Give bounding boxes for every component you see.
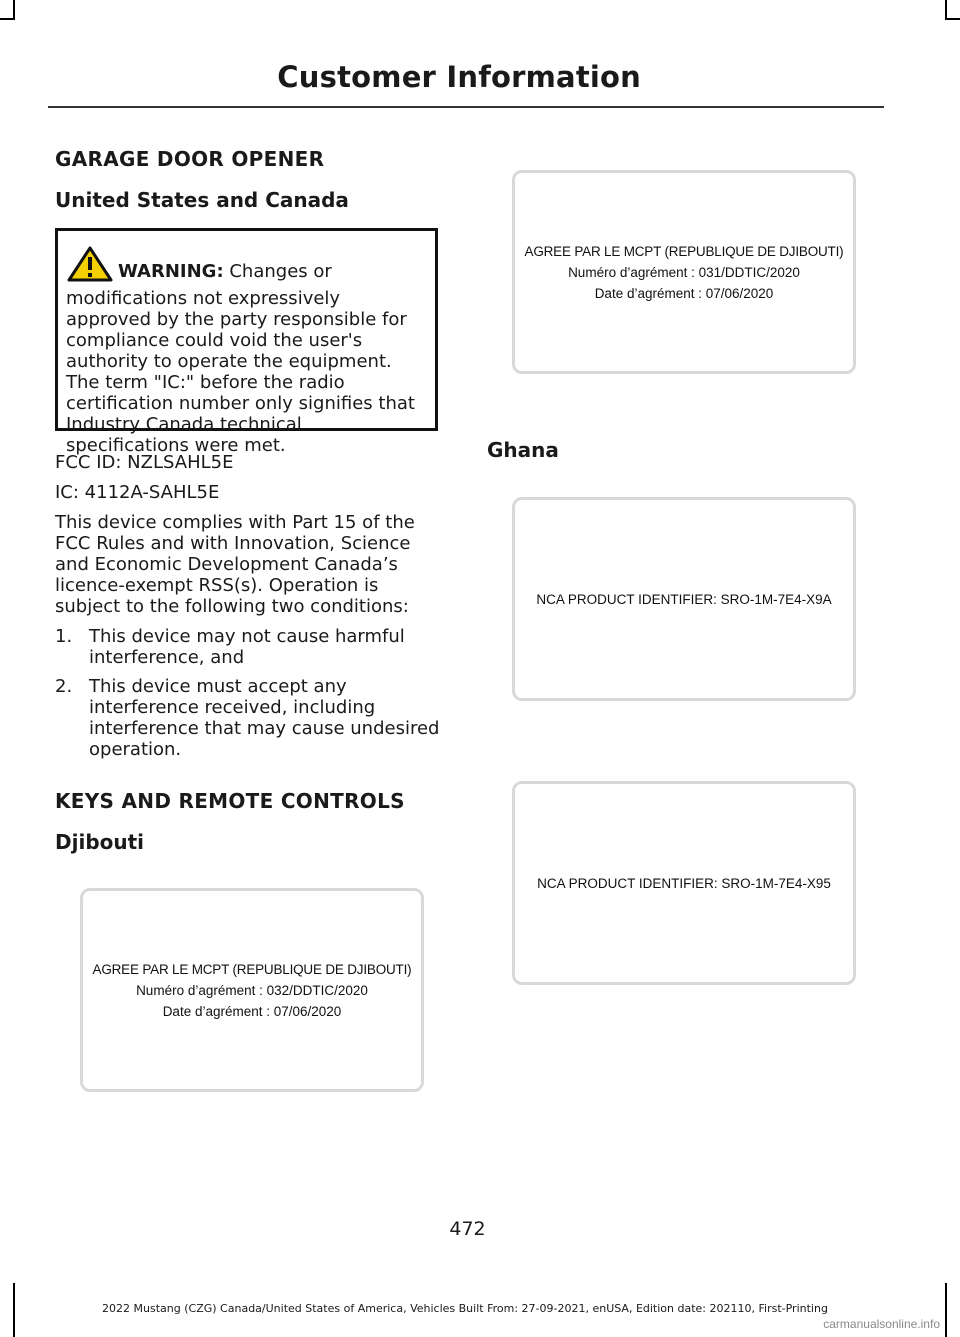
ic-number: IC: 4112A-SAHL5E xyxy=(55,482,220,503)
label-line: Numéro d’agrément : 032/DDTIC/2020 xyxy=(136,982,368,998)
conditions-list xyxy=(55,626,450,768)
list-item-number: 1. xyxy=(55,626,73,647)
label-line: NCA PRODUCT IDENTIFIER: SRO-1M-7E4-X9A xyxy=(536,591,832,607)
djibouti-approval-label xyxy=(512,170,856,374)
list-item xyxy=(55,626,450,668)
section-title-garage-door-opener: GARAGE DOOR OPENER xyxy=(55,147,325,171)
label-line: Date d’agrément : 07/06/2020 xyxy=(594,285,774,301)
document-footer: 2022 Mustang (CZG) Canada/United States of America, Vehicles Built From: 27-09-2021, enUSA, Edition date: 202110, First-Printing xyxy=(102,1302,828,1315)
crop-mark xyxy=(945,18,960,20)
crop-mark xyxy=(0,18,15,20)
section-title-keys-remote-controls: KEYS AND REMOTE CONTROLS xyxy=(55,789,405,813)
compliance-statement: This device complies with Part 15 of the FCC Rules and with Innovation, Science and Economic Development Canada’s licence-exempt RSS(s). Operation is subject to the following two conditions: xyxy=(55,512,415,617)
subsection-title-djibouti: Djibouti xyxy=(55,830,145,854)
warning-label: WARNING: xyxy=(118,261,224,282)
crop-mark xyxy=(13,0,15,18)
warning-box xyxy=(55,228,438,456)
list-item-number: 2. xyxy=(55,676,73,697)
page-number: 472 xyxy=(449,1218,486,1240)
label-line: AGREE PAR LE MCPT (REPUBLIQUE DE DJIBOUTI) xyxy=(524,243,844,259)
ghana-nca-label xyxy=(512,781,856,985)
header-divider xyxy=(48,106,884,108)
list-item xyxy=(55,676,450,760)
warning-text: Changes or modifications not expressively approved by the party responsible for compliance could void the user's authority to operate the equipment. The term "IC:" before the radio certification number only signifies that Industry Canada technical specifications were met. xyxy=(66,261,415,456)
label-line: Date d’agrément : 07/06/2020 xyxy=(162,1003,342,1019)
subsection-title-us-canada: United States and Canada xyxy=(55,188,349,212)
crop-mark xyxy=(945,1283,947,1337)
crop-mark xyxy=(945,0,947,18)
ghana-nca-label xyxy=(512,497,856,701)
page-title: Customer Information xyxy=(277,60,641,94)
list-item-text: This device must accept any interference received, including interference that may cause undesired operation. xyxy=(89,676,440,760)
label-line: Numéro d’agrément : 031/DDTIC/2020 xyxy=(568,264,800,280)
djibouti-approval-label xyxy=(80,888,424,1092)
warning-triangle-icon xyxy=(66,245,114,288)
subsection-title-ghana: Ghana xyxy=(487,438,559,462)
list-item-text: This device may not cause harmful interference, and xyxy=(89,626,405,668)
label-line: NCA PRODUCT IDENTIFIER: SRO-1M-7E4-X95 xyxy=(537,875,831,891)
label-line: AGREE PAR LE MCPT (REPUBLIQUE DE DJIBOUTI) xyxy=(92,961,412,977)
fcc-id: FCC ID: NZLSAHL5E xyxy=(55,452,234,473)
watermark: carmanualsonline.info xyxy=(823,1317,940,1331)
